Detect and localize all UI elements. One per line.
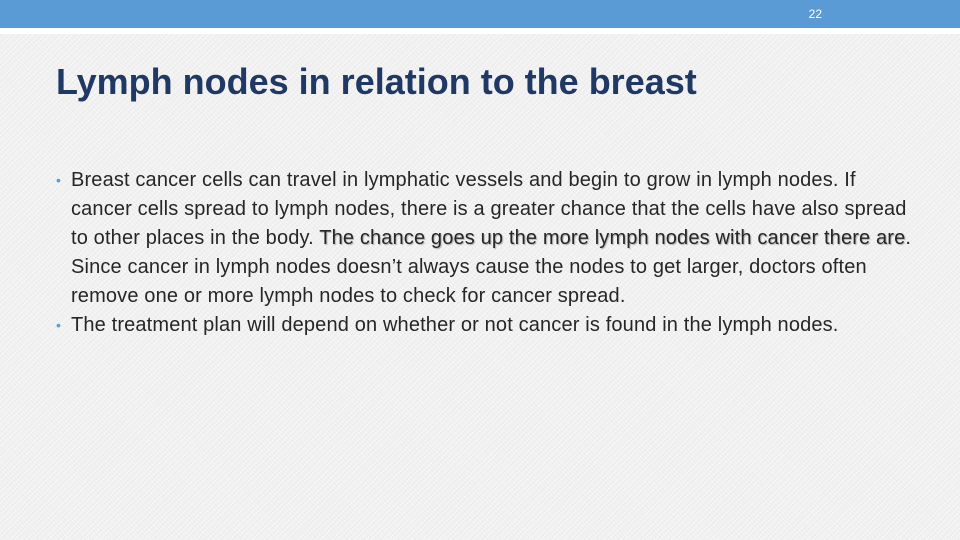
bullet-dot-icon: • — [56, 172, 62, 188]
bullet-list — [56, 166, 916, 340]
emphasized-text: The chance goes up the more lymph nodes with cancer there are — [319, 227, 906, 249]
bullet-dot-icon: • — [56, 317, 62, 333]
slide-title: Lymph nodes in relation to the breast — [56, 61, 697, 102]
bullet-item — [56, 311, 916, 340]
header-divider — [0, 28, 960, 34]
header-bar — [0, 0, 960, 28]
slide-number: 22 — [808, 7, 822, 21]
bullet-text-continued: . Since cancer in lymph nodes doesn’t always cause the nodes to get larger, doctors often remove one or more lymph nodes to check for cancer spread. — [71, 227, 912, 307]
bullet-text: The treatment plan will depend on whether or not cancer is found in the lymph nodes. — [71, 314, 839, 336]
bullet-text: Breast cancer cells can travel in lymphatic vessels and begin to grow in lymph nodes. If cancer cells spread to lymph nodes, there is a greater chance that the cells have also spread to other places in the body. — [71, 169, 907, 249]
bullet-item — [56, 166, 916, 311]
